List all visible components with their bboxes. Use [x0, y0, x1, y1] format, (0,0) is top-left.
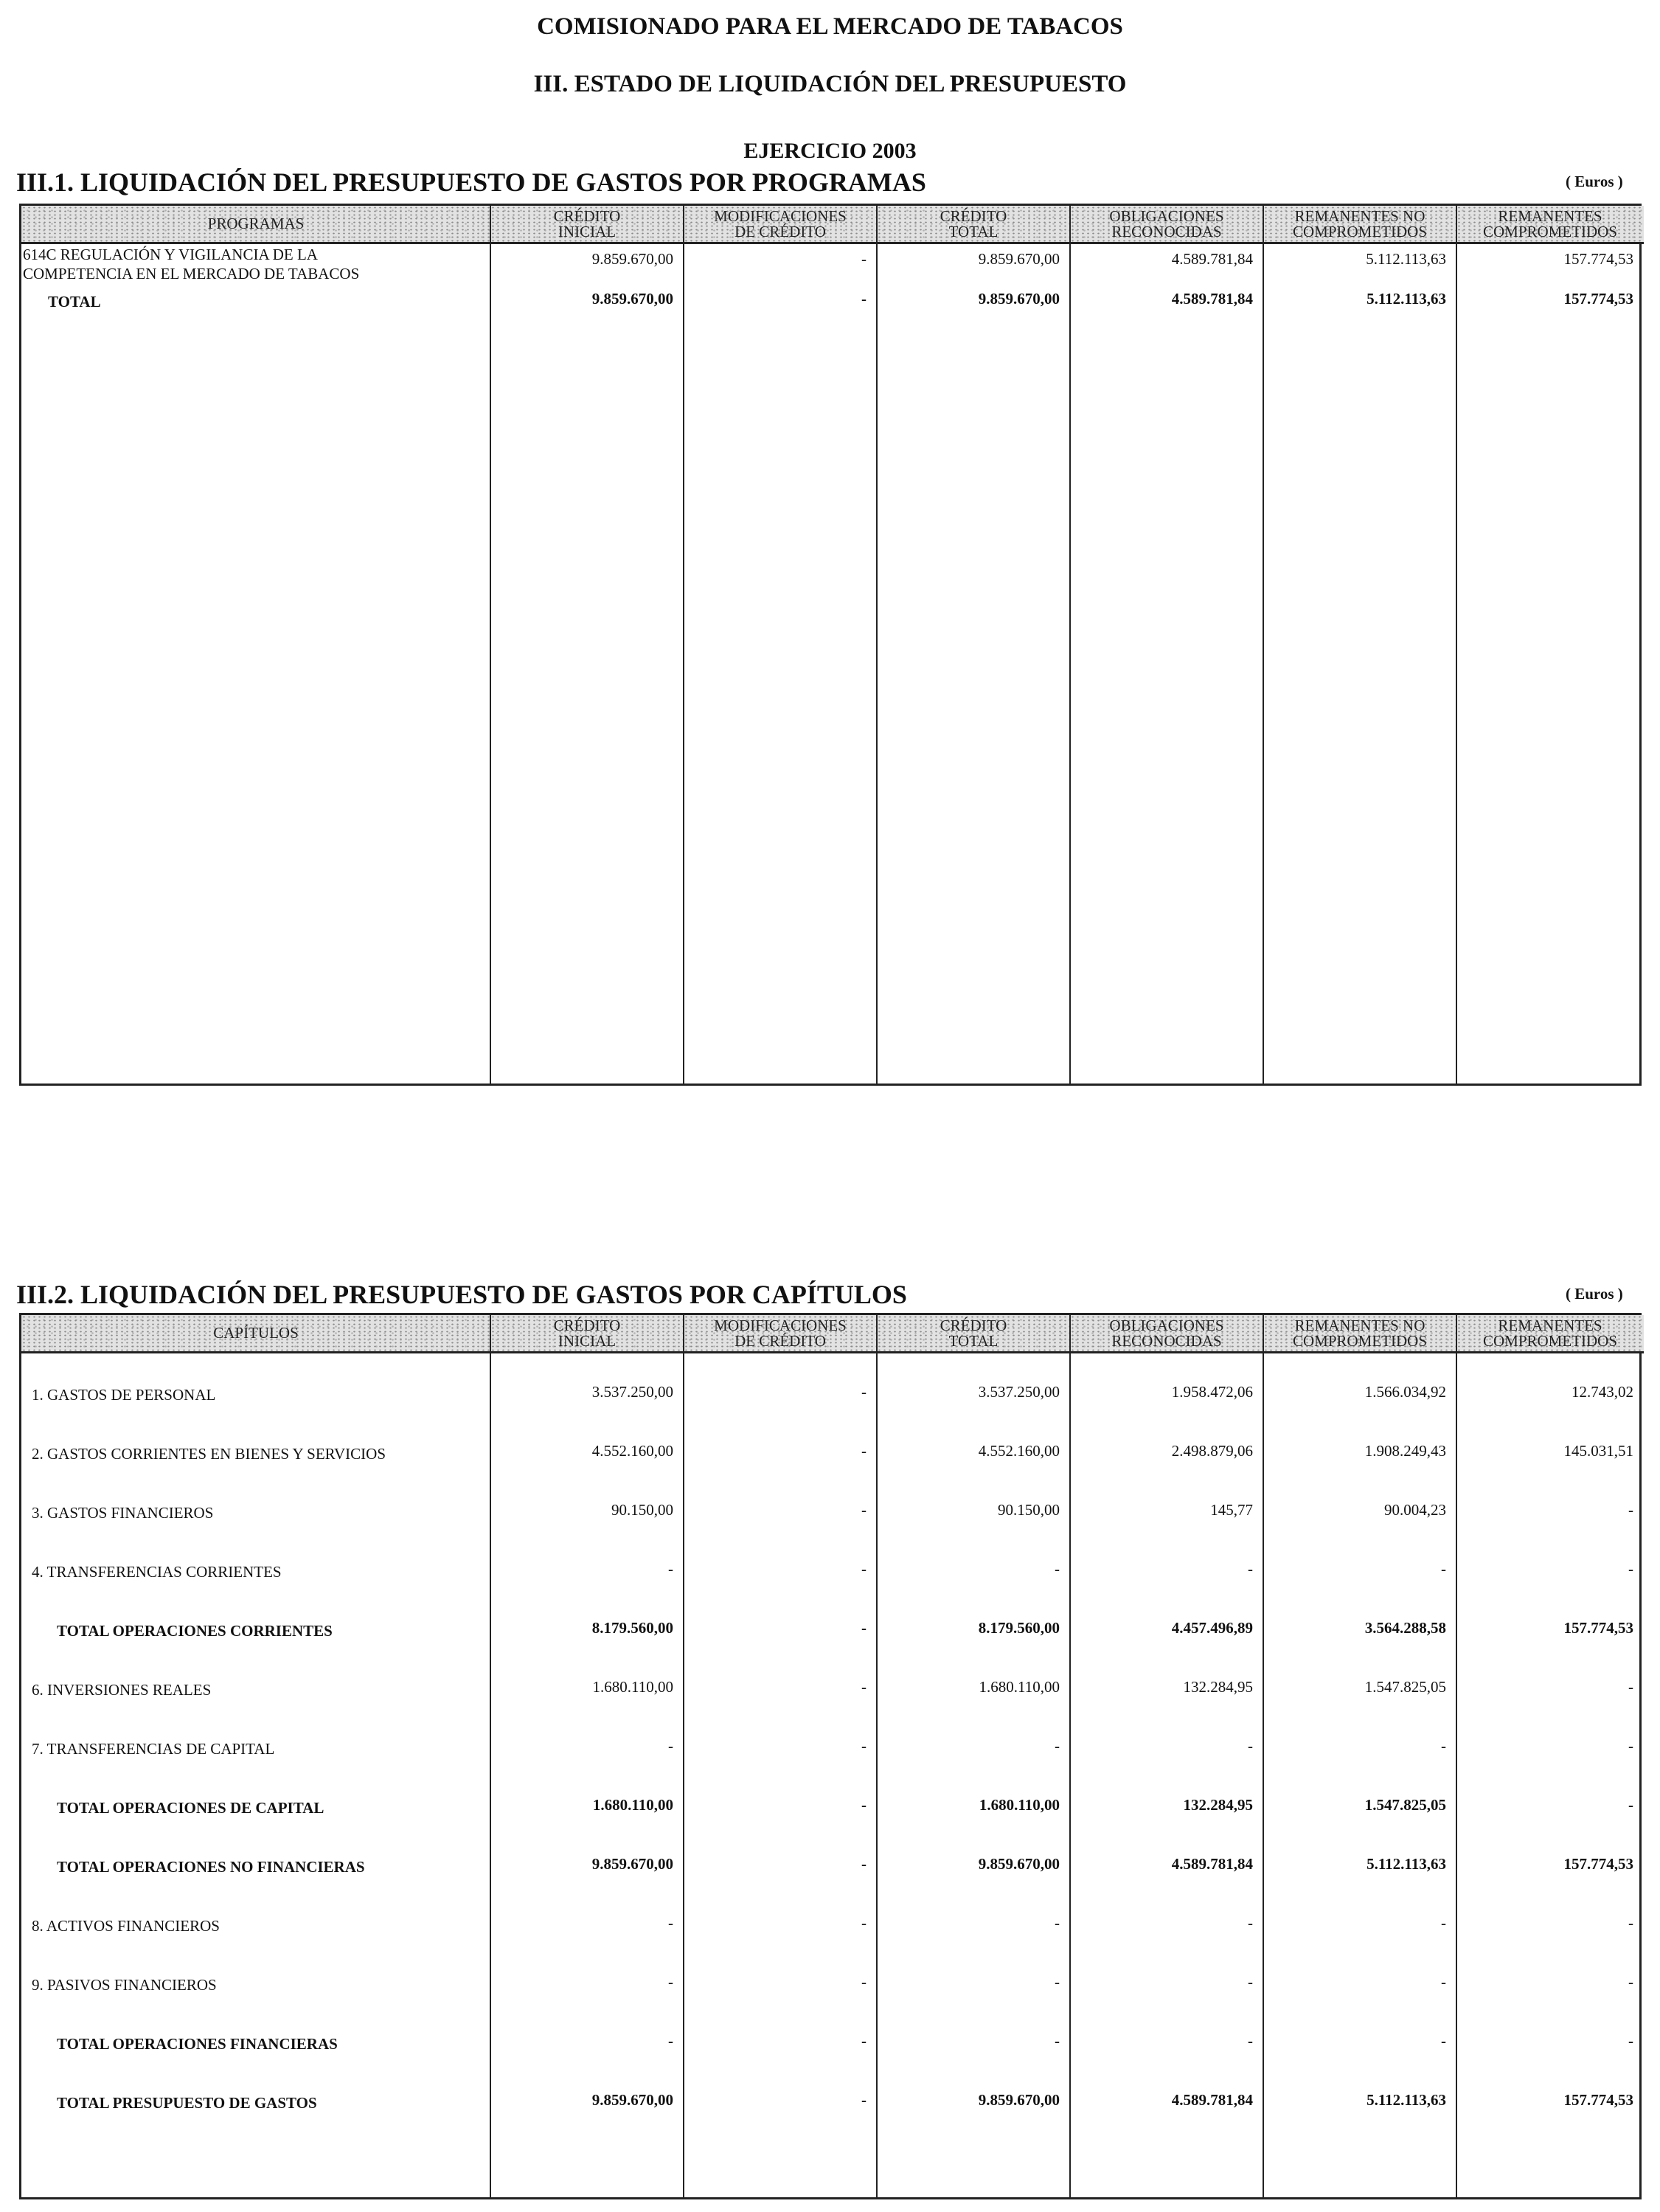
- total-row-label: TOTAL OPERACIONES CORRIENTES: [57, 1622, 333, 1640]
- cell-remanentes-no-comprometidos: -: [1441, 1973, 1446, 1991]
- cell-remanentes-no-comprometidos: 1.547.825,05: [1364, 1678, 1446, 1696]
- cell-credito-total: -: [1055, 1973, 1060, 1991]
- cell-obligaciones: -: [1248, 1914, 1253, 1932]
- column-divider: [490, 206, 491, 1084]
- section2-unit: ( Euros ): [1566, 1285, 1623, 1303]
- cell-modificaciones: -: [861, 1383, 867, 1401]
- header-obligaciones: OBLIGACIONES RECONOCIDAS: [1070, 1315, 1263, 1353]
- cell-modificaciones: -: [861, 2032, 867, 2050]
- cell-obligaciones: 132.284,95: [1183, 1678, 1253, 1696]
- cell-obligaciones: -: [1248, 1737, 1253, 1755]
- row-label: 614C REGULACIÓN Y VIGILANCIA DE LA: [23, 246, 318, 263]
- cell-remanentes-no-comprometidos: 1.547.825,05: [1364, 1796, 1446, 1814]
- cell-credito-total: 9.859.670,00: [978, 2091, 1060, 2109]
- cell-credito-total: -: [1055, 1914, 1060, 1932]
- cell-credito-inicial: -: [668, 2032, 673, 2050]
- column-divider: [1069, 206, 1071, 1084]
- cell-remanentes-comprometidos: 12.743,02: [1572, 1383, 1633, 1401]
- cell-obligaciones: 4.589.781,84: [1171, 2091, 1253, 2109]
- cell-remanentes-no-comprometidos: 1.566.034,92: [1364, 1383, 1446, 1401]
- column-divider: [876, 206, 878, 1084]
- cell-credito-inicial: 9.859.670,00: [591, 290, 673, 308]
- cell-remanentes-no-comprometidos: 5.112.113,63: [1366, 290, 1446, 308]
- cell-remanentes-no-comprometidos: 1.908.249,43: [1364, 1442, 1446, 1460]
- document-subtitle: III. ESTADO DE LIQUIDACIÓN DEL PRESUPUESTO: [533, 71, 1127, 97]
- total-row-label: TOTAL PRESUPUESTO DE GASTOS: [57, 2094, 317, 2112]
- section2-title: III.2. LIQUIDACIÓN DEL PRESUPUESTO DE GASTOS POR CAPÍTULOS: [16, 1280, 907, 1309]
- cell-modificaciones: -: [861, 1737, 867, 1755]
- header-captulos: CAPÍTULOS: [21, 1315, 490, 1353]
- cell-modificaciones: -: [861, 1560, 867, 1578]
- section1-unit: ( Euros ): [1566, 173, 1623, 190]
- cell-credito-inicial: 9.859.670,00: [591, 250, 673, 268]
- cell-remanentes-no-comprometidos: 5.112.113,63: [1366, 2091, 1446, 2109]
- cell-modificaciones: -: [861, 2091, 867, 2109]
- cell-modificaciones: -: [861, 1973, 867, 1991]
- cell-obligaciones: 132.284,95: [1183, 1796, 1253, 1814]
- row-label: 1. GASTOS DE PERSONAL: [32, 1386, 216, 1404]
- cell-obligaciones: 4.589.781,84: [1171, 290, 1253, 308]
- cell-modificaciones: -: [861, 1442, 867, 1460]
- cell-remanentes-no-comprometidos: 5.112.113,63: [1366, 250, 1446, 268]
- cell-credito-inicial: -: [668, 1914, 673, 1932]
- cell-obligaciones: 1.958.472,06: [1171, 1383, 1253, 1401]
- cell-obligaciones: -: [1248, 1973, 1253, 1991]
- row-label: 7. TRANSFERENCIAS DE CAPITAL: [32, 1740, 275, 1758]
- cell-remanentes-no-comprometidos: 3.564.288,58: [1364, 1619, 1446, 1637]
- cell-remanentes-no-comprometidos: -: [1441, 1560, 1446, 1578]
- total-row-label: TOTAL OPERACIONES FINANCIERAS: [57, 2035, 338, 2053]
- cell-credito-inicial: 9.859.670,00: [591, 1855, 673, 1873]
- cell-credito-total: 9.859.670,00: [978, 290, 1060, 308]
- cell-modificaciones: -: [861, 1501, 867, 1519]
- header-modificaciones: MODIFICACIONES DE CRÉDITO: [684, 206, 877, 244]
- cell-remanentes-comprometidos: -: [1628, 1914, 1633, 1932]
- total-row-label: TOTAL OPERACIONES DE CAPITAL: [57, 1799, 324, 1817]
- cell-obligaciones: 145,77: [1210, 1501, 1253, 1519]
- cell-credito-inicial: 9.859.670,00: [591, 2091, 673, 2109]
- cell-modificaciones: -: [861, 1619, 867, 1637]
- cell-modificaciones: -: [861, 1914, 867, 1932]
- cell-remanentes-comprometidos: -: [1628, 1737, 1633, 1755]
- cell-remanentes-comprometidos: -: [1628, 2032, 1633, 2050]
- header-credito-inicial: CRÉDITO INICIAL: [490, 1315, 684, 1353]
- header-credito-total: CRÉDITO TOTAL: [877, 1315, 1070, 1353]
- cell-credito-total: -: [1055, 2032, 1060, 2050]
- cell-credito-total: 8.179.560,00: [978, 1619, 1060, 1637]
- row-label: 8. ACTIVOS FINANCIEROS: [32, 1917, 220, 1935]
- cell-remanentes-comprometidos: 157.774,53: [1563, 1619, 1633, 1637]
- cell-credito-total: 9.859.670,00: [978, 250, 1060, 268]
- cell-credito-total: 4.552.160,00: [978, 1442, 1060, 1460]
- header-obligaciones: OBLIGACIONES RECONOCIDAS: [1070, 206, 1263, 244]
- header-remanentes-no-comprometidos: REMANENTES NO COMPROMETIDOS: [1263, 206, 1456, 244]
- header-credito-inicial: CRÉDITO INICIAL: [490, 206, 684, 244]
- cell-credito-inicial: 1.680.110,00: [592, 1796, 673, 1814]
- column-divider: [1263, 206, 1264, 1084]
- cell-credito-inicial: -: [668, 1560, 673, 1578]
- cell-obligaciones: 4.589.781,84: [1171, 250, 1253, 268]
- header-remanentes-comprometidos: REMANENTES COMPROMETIDOS: [1456, 206, 1644, 244]
- header-modificaciones: MODIFICACIONES DE CRÉDITO: [684, 1315, 877, 1353]
- cell-remanentes-no-comprometidos: -: [1441, 2032, 1446, 2050]
- cell-remanentes-no-comprometidos: -: [1441, 1914, 1446, 1932]
- exercise-label: EJERCICIO 2003: [743, 139, 917, 163]
- cell-credito-total: 9.859.670,00: [978, 1855, 1060, 1873]
- cell-credito-inicial: -: [668, 1973, 673, 1991]
- cell-obligaciones: 2.498.879,06: [1171, 1442, 1253, 1460]
- cell-remanentes-comprometidos: -: [1628, 1678, 1633, 1696]
- cell-credito-total: -: [1055, 1737, 1060, 1755]
- cell-credito-inicial: 1.680.110,00: [592, 1678, 673, 1696]
- cell-obligaciones: 4.457.496,89: [1171, 1619, 1253, 1637]
- cell-obligaciones: -: [1248, 1560, 1253, 1578]
- cell-modificaciones: -: [861, 290, 867, 308]
- cell-remanentes-comprometidos: -: [1628, 1973, 1633, 1991]
- cell-remanentes-no-comprometidos: -: [1441, 1737, 1446, 1755]
- cell-credito-total: 1.680.110,00: [979, 1796, 1060, 1814]
- cell-remanentes-comprometidos: 157.774,53: [1563, 250, 1633, 268]
- total-row-label: TOTAL OPERACIONES NO FINANCIERAS: [57, 1858, 365, 1876]
- cell-credito-total: 3.537.250,00: [978, 1383, 1060, 1401]
- row-label: 6. INVERSIONES REALES: [32, 1681, 212, 1699]
- cell-modificaciones: -: [861, 1855, 867, 1873]
- chapters-table: [19, 1313, 1642, 2199]
- cell-credito-inicial: 90.150,00: [611, 1501, 673, 1519]
- column-divider: [683, 206, 684, 1084]
- row-label-continued: COMPETENCIA EN EL MERCADO DE TABACOS: [23, 265, 360, 282]
- row-label: 3. GASTOS FINANCIEROS: [32, 1504, 214, 1522]
- header-remanentes-comprometidos: REMANENTES COMPROMETIDOS: [1456, 1315, 1644, 1353]
- cell-credito-total: 1.680.110,00: [979, 1678, 1060, 1696]
- cell-modificaciones: -: [861, 1678, 867, 1696]
- cell-remanentes-comprometidos: -: [1628, 1796, 1633, 1814]
- cell-modificaciones: -: [861, 250, 867, 268]
- cell-remanentes-comprometidos: 157.774,53: [1563, 290, 1633, 308]
- row-label: 2. GASTOS CORRIENTES EN BIENES Y SERVICIOS: [32, 1445, 386, 1463]
- cell-credito-total: 90.150,00: [998, 1501, 1060, 1519]
- cell-credito-inicial: -: [668, 1737, 673, 1755]
- row-label: 9. PASIVOS FINANCIEROS: [32, 1976, 217, 1994]
- row-label: 4. TRANSFERENCIAS CORRIENTES: [32, 1563, 282, 1581]
- cell-credito-inicial: 4.552.160,00: [591, 1442, 673, 1460]
- cell-remanentes-comprometidos: -: [1628, 1501, 1633, 1519]
- cell-remanentes-no-comprometidos: 5.112.113,63: [1366, 1855, 1446, 1873]
- document-title: COMISIONADO PARA EL MERCADO DE TABACOS: [537, 13, 1123, 40]
- total-row-label: TOTAL: [48, 293, 101, 311]
- cell-credito-inicial: 3.537.250,00: [591, 1383, 673, 1401]
- column-divider: [1456, 206, 1457, 1084]
- cell-obligaciones: 4.589.781,84: [1171, 1855, 1253, 1873]
- cell-credito-inicial: 8.179.560,00: [591, 1619, 673, 1637]
- cell-modificaciones: -: [861, 1796, 867, 1814]
- header-remanentes-no-comprometidos: REMANENTES NO COMPROMETIDOS: [1263, 1315, 1456, 1353]
- cell-remanentes-comprometidos: -: [1628, 1560, 1633, 1578]
- header-credito-total: CRÉDITO TOTAL: [877, 206, 1070, 244]
- cell-obligaciones: -: [1248, 2032, 1253, 2050]
- programs-table: [19, 204, 1642, 1086]
- header-programas: PROGRAMAS: [21, 206, 490, 244]
- section1-title: III.1. LIQUIDACIÓN DEL PRESUPUESTO DE GASTOS POR PROGRAMAS: [16, 167, 926, 197]
- cell-remanentes-comprometidos: 145.031,51: [1563, 1442, 1633, 1460]
- cell-remanentes-comprometidos: 157.774,53: [1563, 1855, 1633, 1873]
- cell-remanentes-comprometidos: 157.774,53: [1563, 2091, 1633, 2109]
- cell-credito-total: -: [1055, 1560, 1060, 1578]
- cell-remanentes-no-comprometidos: 90.004,23: [1384, 1501, 1446, 1519]
